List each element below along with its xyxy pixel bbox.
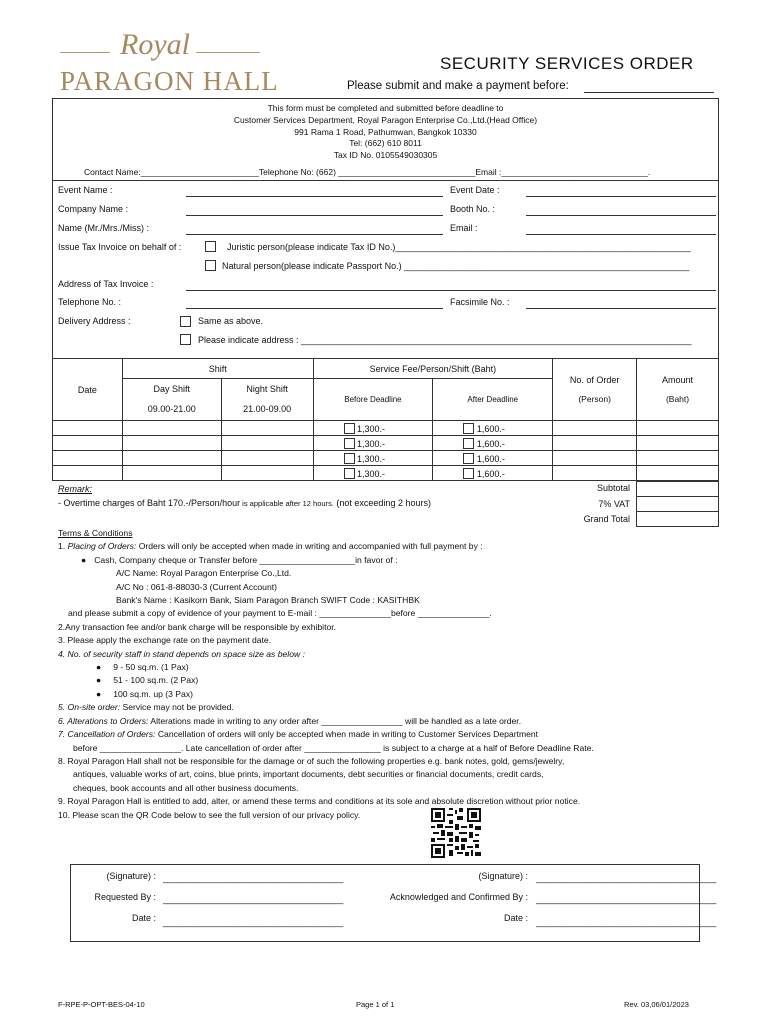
remark-text bbox=[58, 498, 431, 508]
address-input[interactable] bbox=[186, 290, 716, 291]
term-1-b3: A/C No : 061-8-88030-3 (Current Account) bbox=[116, 581, 277, 592]
row-night[interactable] bbox=[221, 421, 313, 436]
term-1-heading: Placing of Orders: bbox=[67, 541, 137, 552]
footer-page: Page 1 of 1 bbox=[356, 1000, 395, 1009]
term-4-bullet: ● 9 - 50 sq.m. (1 Pax) bbox=[96, 662, 189, 673]
row-date[interactable] bbox=[53, 436, 123, 451]
date-right-label: Date : bbox=[503, 913, 528, 923]
after-checkbox[interactable] bbox=[463, 468, 474, 479]
vat-label: 7% VAT bbox=[598, 499, 630, 509]
row-before bbox=[313, 421, 433, 436]
row-order[interactable] bbox=[553, 466, 637, 481]
company-name-input[interactable] bbox=[186, 215, 443, 216]
row-day[interactable] bbox=[122, 466, 221, 481]
event-date-input[interactable] bbox=[526, 196, 716, 197]
remark-text-b: is applicable after 12 hours. bbox=[240, 499, 334, 508]
payment-deadline-label: Please submit and make a payment before: bbox=[347, 80, 569, 92]
no-order-header bbox=[553, 359, 637, 421]
date-left-input[interactable]: ____________________________________ bbox=[163, 917, 344, 927]
after-checkbox[interactable] bbox=[463, 438, 474, 449]
term-6 bbox=[58, 715, 738, 728]
row-amount[interactable] bbox=[637, 436, 719, 451]
term-1 bbox=[58, 540, 738, 553]
row-order[interactable] bbox=[553, 451, 637, 466]
date-header: Date bbox=[53, 359, 123, 421]
amount-header bbox=[637, 359, 719, 421]
booth-no-label: Booth No. : bbox=[450, 204, 496, 214]
header-line-1: This form must be completed and submitted before deadline to bbox=[267, 103, 504, 113]
row-date[interactable] bbox=[53, 466, 123, 481]
term-8-line-3: cheques, book accounts and all other business documents. bbox=[73, 782, 299, 793]
term-6-heading: 6. Alterations to Orders: bbox=[58, 715, 149, 726]
telephone-label: Telephone No. : bbox=[58, 297, 122, 307]
term-8: 8. Royal Paragon Hall shall not be responsible for the damage or of such the following properties e.g. bank notes, gold, gems/jewelry, bbox=[58, 755, 565, 766]
requested-by-label: Requested By : bbox=[94, 892, 156, 902]
sig-left-input[interactable]: ____________________________________ bbox=[163, 873, 344, 883]
amount-label: Amount bbox=[662, 375, 694, 385]
term-7-line-2: before _________________. Late cancellation of order after ________________ is subject to a charge at a half of Before Deadline Rate. bbox=[73, 742, 594, 753]
indicate-checkbox[interactable] bbox=[180, 334, 191, 345]
booth-no-input[interactable] bbox=[526, 215, 716, 216]
date-right-input[interactable]: ____________________________________ bbox=[536, 917, 717, 927]
date-left-label: Date : bbox=[131, 913, 156, 923]
row-before bbox=[313, 436, 433, 451]
order-table bbox=[52, 358, 719, 481]
acknowledged-label: Acknowledged and Confirmed By : bbox=[389, 892, 528, 902]
night-time: 21.00-09.00 bbox=[221, 399, 313, 421]
remark-text-a: - Overtime charges of Baht 170.-/Person/hour bbox=[58, 498, 241, 508]
subtotal-label: Subtotal bbox=[596, 483, 630, 493]
term-4-b2: 51 - 100 sq.m. (2 Pax) bbox=[113, 675, 199, 686]
night-shift-header: Night Shift bbox=[221, 379, 313, 399]
row-day[interactable] bbox=[122, 436, 221, 451]
event-name-label: Event Name : bbox=[58, 185, 113, 195]
shift-header: Shift bbox=[122, 359, 313, 379]
juristic-label: Juristic person(please indicate Tax ID No.)___________________________________________________________ bbox=[227, 242, 691, 252]
sig-left-label: (Signature) : bbox=[106, 871, 156, 881]
term-3: 3. Please apply the exchange rate on the payment date. bbox=[58, 635, 272, 646]
term-2: 2.Any transaction fee and/or bank charge will be responsible by exhibitor. bbox=[58, 621, 337, 632]
row-before bbox=[313, 466, 433, 481]
terms-title: Terms & Conditions bbox=[58, 528, 133, 538]
row-date[interactable] bbox=[53, 421, 123, 436]
after-checkbox[interactable] bbox=[463, 453, 474, 464]
logo-royal: Royal bbox=[120, 28, 190, 61]
email-input[interactable] bbox=[526, 234, 716, 235]
row-date[interactable] bbox=[53, 451, 123, 466]
term-7-text: Cancellation of orders will only be accepted when made in writing to Customer Services Department bbox=[155, 729, 539, 740]
remark-title: Remark: bbox=[58, 484, 93, 494]
sig-right-input[interactable]: ____________________________________ bbox=[536, 873, 717, 883]
row-after bbox=[433, 436, 553, 451]
term-4: 4. No. of security staff in stand depends on space size as below : bbox=[58, 648, 305, 659]
acknowledged-input[interactable]: ____________________________________ bbox=[536, 894, 717, 904]
term-10: 10. Please scan the QR Code below to see the full version of our privacy policy. bbox=[58, 809, 361, 820]
juristic-checkbox[interactable] bbox=[205, 241, 216, 252]
name-label: Name (Mr./Mrs./Miss) : bbox=[58, 223, 149, 233]
term-4-bullet: ● 100 sq.m. up (3 Pax) bbox=[96, 688, 193, 699]
term-4-bullet: ● 51 - 100 sq.m. (2 Pax) bbox=[96, 675, 199, 686]
term-7-heading: 7. Cancellation of Orders: bbox=[58, 729, 156, 740]
contact-line[interactable]: Contact Name:_________________________Telephone No: (662) _____________________________Email :_______________________________. bbox=[84, 167, 651, 177]
term-8-line-2: antiques, valuable works of art, coins, blue prints, important documents, debt securities or financial documents, credit cards, bbox=[73, 769, 544, 780]
table-row bbox=[53, 421, 719, 436]
footer-rev: Rev. 03,06/01/2023 bbox=[624, 1000, 689, 1009]
email-label: Email : bbox=[450, 223, 478, 233]
row-after bbox=[433, 466, 553, 481]
term-1-text: Orders will only be accepted when made in writing and accompanied with full payment by : bbox=[136, 541, 483, 552]
term-6-text: Alterations made in writing to any order after _________________ will be handled as a late order. bbox=[148, 715, 522, 726]
term-1-b5: and please submit a copy of evidence of your payment to E-mail : _______________before _______________. bbox=[68, 608, 492, 619]
vat-value[interactable] bbox=[636, 496, 719, 512]
term-5-text: Service may not be provided. bbox=[120, 702, 234, 713]
row-amount[interactable] bbox=[637, 451, 719, 466]
before-price: 1,300.- bbox=[357, 438, 386, 449]
natural-label: Natural person(please indicate Passport No.) _________________________________________________________ bbox=[222, 261, 690, 271]
table-row bbox=[53, 436, 719, 451]
telephone-input[interactable] bbox=[186, 308, 443, 309]
row-day[interactable] bbox=[122, 421, 221, 436]
delivery-label: Delivery Address : bbox=[58, 316, 131, 326]
subtotal-value[interactable] bbox=[636, 481, 719, 497]
term-1-b1: Cash, Company cheque or Transfer before ____________________in favor of : bbox=[94, 554, 398, 565]
baht-label: (Baht) bbox=[665, 394, 690, 404]
facsimile-label: Facsimile No. : bbox=[450, 297, 510, 307]
row-night[interactable] bbox=[221, 466, 313, 481]
before-checkbox[interactable] bbox=[344, 438, 355, 449]
after-price: 1,600.- bbox=[476, 468, 505, 479]
row-day[interactable] bbox=[122, 451, 221, 466]
row-order[interactable] bbox=[553, 436, 637, 451]
after-checkbox[interactable] bbox=[463, 423, 474, 434]
after-price: 1,600.- bbox=[476, 438, 505, 449]
row-amount[interactable] bbox=[637, 421, 719, 436]
row-order[interactable] bbox=[553, 421, 637, 436]
sig-right-label: (Signature) : bbox=[478, 871, 528, 881]
term-4-b3: 100 sq.m. up (3 Pax) bbox=[113, 688, 193, 699]
day-time: 09.00-21.00 bbox=[122, 399, 221, 421]
term-7 bbox=[58, 728, 738, 741]
after-deadline-header: After Deadline bbox=[433, 379, 553, 421]
term-1-num: 1. bbox=[58, 541, 68, 552]
page-title: SECURITY SERVICES ORDER bbox=[440, 54, 694, 73]
facsimile-input[interactable] bbox=[526, 308, 716, 309]
row-before bbox=[313, 451, 433, 466]
before-checkbox[interactable] bbox=[344, 453, 355, 464]
same-label: Same as above. bbox=[198, 316, 264, 326]
service-fee-header: Service Fee/Person/Shift (Baht) bbox=[313, 359, 553, 379]
term-1-b4: Bank's Name : Kasikorn Bank, Siam Paragon Branch SWIFT Code : KASITHBK bbox=[116, 595, 420, 606]
header-line-4: Tel: (662) 610 8011 bbox=[349, 138, 422, 149]
term-5 bbox=[58, 701, 738, 714]
row-after bbox=[433, 451, 553, 466]
grand-total-value[interactable] bbox=[636, 511, 719, 527]
before-checkbox[interactable] bbox=[344, 468, 355, 479]
before-price: 1,300.- bbox=[357, 453, 386, 464]
same-checkbox[interactable] bbox=[180, 316, 191, 327]
requested-by-input[interactable]: ____________________________________ bbox=[163, 894, 344, 904]
term-1-b2: A/C Name: Royal Paragon Enterprise Co.,Ltd. bbox=[116, 568, 292, 579]
remark-text-c: (not exceeding 2 hours) bbox=[333, 498, 431, 508]
header-line-3: 991 Rama 1 Road, Pathumwan, Bangkok 10330 bbox=[294, 126, 477, 137]
event-name-input[interactable] bbox=[186, 196, 443, 197]
no-order-label: No. of Order bbox=[569, 375, 620, 385]
divider bbox=[52, 180, 719, 181]
before-deadline-header: Before Deadline bbox=[313, 379, 433, 421]
terms-block bbox=[58, 527, 738, 822]
header-block bbox=[52, 103, 719, 162]
company-name-label: Company Name : bbox=[58, 204, 129, 214]
term-5-heading: 5. On-site order: bbox=[58, 702, 121, 713]
name-input[interactable] bbox=[186, 234, 443, 235]
day-shift-header: Day Shift bbox=[122, 379, 221, 399]
footer-code: F-RPE-P-OPT-BES-04-10 bbox=[58, 1000, 145, 1009]
table-row bbox=[53, 451, 719, 466]
row-amount[interactable] bbox=[637, 466, 719, 481]
row-after bbox=[433, 421, 553, 436]
before-price: 1,300.- bbox=[357, 423, 386, 434]
term-1-bullet: ● Cash, Company cheque or Transfer before ____________________in favor of : bbox=[81, 554, 398, 565]
row-night[interactable] bbox=[221, 451, 313, 466]
term-4-b1: 9 - 50 sq.m. (1 Pax) bbox=[113, 662, 189, 673]
header-line-2: Customer Services Department, Royal Paragon Enterprise Co.,Ltd.(Head Office) bbox=[233, 114, 538, 125]
payment-deadline-input[interactable] bbox=[584, 92, 714, 93]
tax-invoice-label: Issue Tax Invoice on behalf of : bbox=[58, 242, 182, 252]
grand-total-label: Grand Total bbox=[583, 514, 630, 524]
before-price: 1,300.- bbox=[357, 468, 386, 479]
row-night[interactable] bbox=[221, 436, 313, 451]
natural-checkbox[interactable] bbox=[205, 260, 216, 271]
table-row bbox=[53, 466, 719, 481]
event-date-label: Event Date : bbox=[450, 185, 500, 195]
address-label: Address of Tax Invoice : bbox=[58, 279, 154, 289]
after-price: 1,600.- bbox=[476, 423, 505, 434]
after-price: 1,600.- bbox=[476, 453, 505, 464]
person-label: (Person) bbox=[578, 394, 611, 404]
before-checkbox[interactable] bbox=[344, 423, 355, 434]
header-line-5: Tax ID No. 0105549030305 bbox=[333, 150, 438, 161]
logo-hall: PARAGON HALL bbox=[60, 66, 279, 96]
qr-code-icon[interactable] bbox=[431, 808, 481, 858]
term-9: 9. Royal Paragon Hall is entitled to add, alter, or amend these terms and conditions at its sole and absolute discretion without prior notice. bbox=[58, 796, 581, 807]
indicate-label: Please indicate address : ______________________________________________________________________________ bbox=[198, 335, 692, 345]
